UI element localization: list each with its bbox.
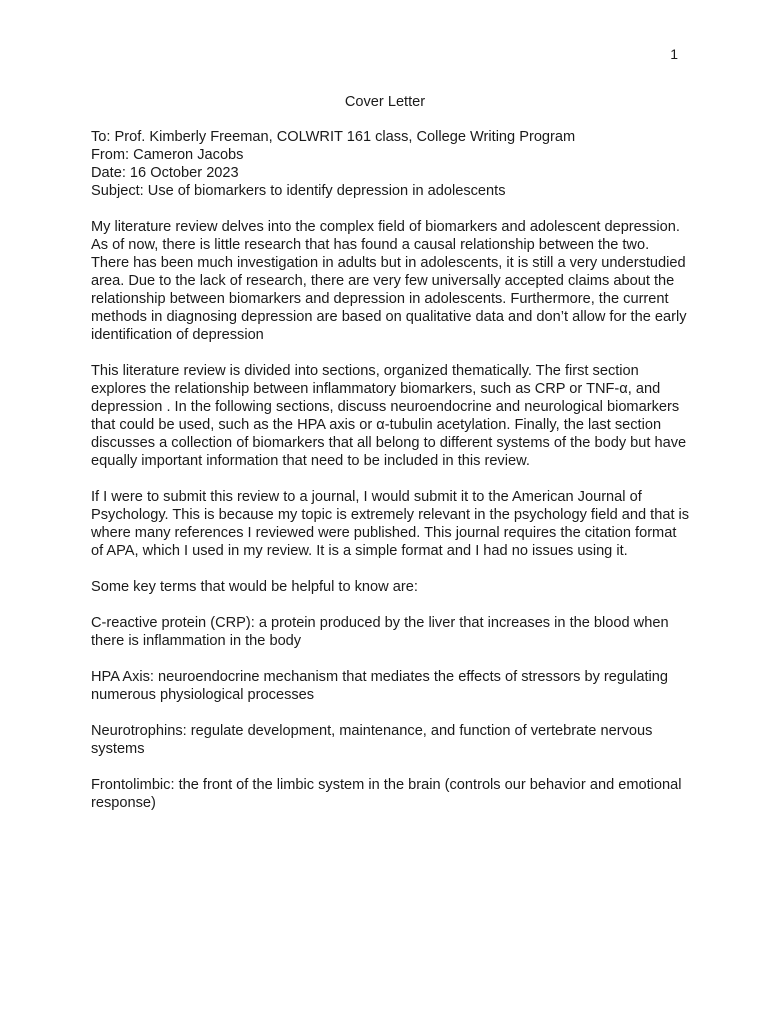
memo-date: Date: 16 October 2023 [91, 165, 239, 181]
paragraph-structure: This literature review is divided into sections, organized thematically. The first section explores the relationship between inflammatory biomarkers, such as CRP or TNF-α, and depression . In the following sections, discuss neuroendocrine and neurological biomarkers that could be used, such as the HPA axis or α-tubulin acetylation. Finally, the last section discusses a collection of biomarkers that all belong to different systems of the body but have equally important information that need to be included in this review. [91, 363, 687, 469]
memo-to: To: Prof. Kimberly Freeman, COLWRIT 161 class, College Writing Program [91, 129, 576, 145]
paragraph-introduction: My literature review delves into the complex field of biomarkers and adolescent depression. As of now, there is little research that has found a causal relationship between the two. There has been much investigation in adults but in adolescents, it is still a very understudied area. Due to the lack of research, there are very few universally accepted claims about the relationship between biomarkers and depression in adolescents. Furthermore, the current methods in diagnosing depression are based on qualitative data and don’t allow for the early identification of depression [91, 219, 687, 343]
key-term-neurotrophins: Neurotrophins: regulate development, maintenance, and function of vertebrate nervous systems [91, 723, 653, 757]
key-term-hpa-axis: HPA Axis: neuroendocrine mechanism that mediates the effects of stressors by regulating numerous physiological processes [91, 669, 669, 703]
key-term-frontolimbic: Frontolimbic: the front of the limbic system in the brain (controls our behavior and emotional response) [91, 777, 682, 811]
paragraph-key-terms-intro: Some key terms that would be helpful to know are: [91, 579, 418, 595]
memo-header [91, 128, 691, 200]
key-term-crp: C-reactive protein (CRP): a protein produced by the liver that increases in the blood when there is inflammation in the body [91, 615, 669, 649]
memo-subject: Subject: Use of biomarkers to identify depression in adolescents [91, 183, 506, 199]
memo-from: From: Cameron Jacobs [91, 147, 244, 163]
document-body [91, 93, 691, 830]
page-number: 1 [670, 46, 678, 62]
paragraph-journal: If I were to submit this review to a journal, I would submit it to the American Journal of Psychology. This is because my topic is extremely relevant in the psychology field and that is where many references I reviewed were published. This journal requires the citation format of APA, which I used in my review. It is a simple format and I had no issues using it. [91, 489, 690, 559]
document-title: Cover Letter [344, 94, 426, 110]
